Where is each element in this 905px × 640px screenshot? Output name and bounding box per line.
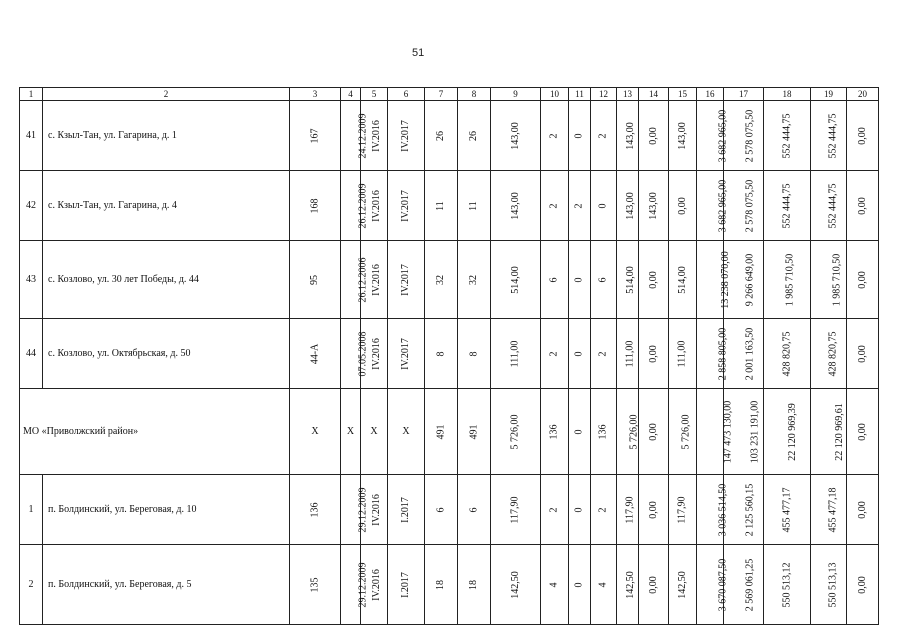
cell-col-11 bbox=[569, 241, 591, 319]
cell-value: 11 bbox=[434, 200, 446, 211]
cell-value: 491 bbox=[435, 424, 446, 439]
cell-col-19 bbox=[811, 171, 847, 241]
column-number-14: 14 bbox=[639, 88, 669, 101]
cell-value: 552 444,75 bbox=[781, 183, 792, 228]
cell-value: 0,00 bbox=[676, 196, 688, 215]
cell-col-6 bbox=[388, 241, 425, 319]
address-cell: с. Кзыл-Тан, ул. Гагарина, д. 4 bbox=[43, 171, 290, 241]
row-number: 43 bbox=[20, 241, 43, 319]
cell-value: 0,00 bbox=[856, 196, 868, 215]
cell-value: IV.2016 bbox=[370, 493, 382, 526]
cell-value: 0 bbox=[573, 351, 585, 356]
cell-value: 9 266 649,00 bbox=[744, 253, 756, 306]
cell-col-3 bbox=[290, 101, 341, 171]
cell-col-4 bbox=[341, 171, 369, 241]
cell-col-3 bbox=[290, 171, 341, 241]
cell-col-9 bbox=[491, 241, 541, 319]
cell-col-12 bbox=[591, 171, 617, 241]
cell-value: 143,00 bbox=[509, 191, 521, 220]
cell-col-7 bbox=[425, 475, 458, 545]
cell-col-11 bbox=[569, 475, 591, 545]
cell-value: IV.2016 bbox=[370, 189, 382, 222]
cell-col-16 bbox=[697, 241, 731, 319]
cell-value: IV.2017 bbox=[399, 189, 411, 222]
cell-value: 26 bbox=[468, 130, 479, 141]
column-number-4: 4 bbox=[341, 88, 361, 101]
cell-value: 1 985 710,50 bbox=[831, 253, 843, 306]
column-number-15: 15 bbox=[669, 88, 697, 101]
cell-value: 514,00 bbox=[624, 265, 636, 294]
cell-value: 2 bbox=[597, 507, 609, 512]
column-number-16: 16 bbox=[697, 88, 724, 101]
address-cell: с. Козлово, ул. Октябрьская, д. 50 bbox=[43, 319, 290, 389]
cell-value: 552 444,75 bbox=[827, 113, 839, 158]
cell-col-9 bbox=[491, 389, 541, 475]
cell-value: 18 bbox=[468, 579, 479, 590]
cell-value: I.2017 bbox=[400, 496, 411, 523]
cell-value: 2 858 805,00 bbox=[717, 327, 729, 380]
cell-col-3 bbox=[290, 545, 341, 625]
cell-value: 142,50 bbox=[509, 570, 521, 599]
cell-col-7 bbox=[425, 389, 458, 475]
cell-value: 22 120 969,39 bbox=[786, 402, 798, 461]
cell-value: 5 726,00 bbox=[509, 414, 521, 449]
cell-value: 22 120 969,61 bbox=[833, 402, 845, 461]
cell-value: 117,90 bbox=[676, 495, 688, 524]
cell-col-8 bbox=[458, 319, 491, 389]
cell-value: 117,90 bbox=[624, 495, 636, 524]
cell-value: 8 bbox=[468, 351, 479, 356]
column-number-5: 5 bbox=[361, 88, 388, 101]
cell-value: 6 bbox=[468, 507, 479, 512]
cell-col-16 bbox=[697, 319, 729, 389]
cell-col-16 bbox=[697, 545, 729, 625]
cell-value: 4 bbox=[597, 582, 609, 587]
cell-col-9 bbox=[491, 545, 541, 625]
cell-col-8 bbox=[458, 475, 491, 545]
cell-col-15 bbox=[669, 389, 697, 475]
cell-value: 2 bbox=[548, 203, 560, 208]
cell-value: 2 bbox=[548, 507, 560, 512]
column-number-19: 19 bbox=[811, 88, 847, 101]
cell-col-20 bbox=[847, 319, 879, 389]
cell-col-7 bbox=[425, 241, 458, 319]
cell-value: 552 444,75 bbox=[827, 183, 839, 228]
cell-value: 0,00 bbox=[647, 575, 659, 594]
cell-col-13 bbox=[617, 389, 639, 475]
cell-value: 514,00 bbox=[509, 265, 521, 294]
cell-col-20 bbox=[847, 171, 879, 241]
cell-col-6 bbox=[388, 319, 425, 389]
address-cell: с. Кзыл-Тан, ул. Гагарина, д. 1 bbox=[43, 101, 290, 171]
cell-col-3: Х bbox=[290, 389, 341, 475]
cell-col-20 bbox=[847, 475, 879, 545]
cell-col-6 bbox=[388, 101, 425, 171]
column-number-7: 7 bbox=[425, 88, 458, 101]
cell-value: 103 231 191,00 bbox=[749, 400, 761, 463]
cell-col-14 bbox=[639, 101, 669, 171]
cell-value: 136 bbox=[309, 502, 320, 517]
cell-col-4 bbox=[341, 475, 369, 545]
cell-col-7 bbox=[425, 545, 458, 625]
cell-value: 07.05.2008 bbox=[357, 331, 369, 376]
cell-value: 167 bbox=[309, 128, 320, 143]
cell-col-11 bbox=[569, 545, 591, 625]
cell-value: 455 477,17 bbox=[781, 487, 792, 532]
cell-col-11 bbox=[569, 319, 591, 389]
cell-value: 117,90 bbox=[509, 495, 521, 524]
cell-value: 0 bbox=[573, 582, 585, 587]
cell-col-10 bbox=[541, 389, 569, 475]
cell-value: 491 bbox=[468, 424, 479, 439]
cell-col-14 bbox=[639, 475, 669, 545]
cell-value: 136 bbox=[548, 424, 560, 439]
cell-value: IV.2016 bbox=[370, 568, 382, 601]
cell-col-20 bbox=[847, 101, 879, 171]
cell-value: 2 001 163,50 bbox=[744, 327, 756, 380]
cell-col-18 bbox=[764, 101, 811, 171]
cell-col-13 bbox=[617, 545, 639, 625]
subtotal-row bbox=[20, 389, 879, 475]
cell-value: 5 726,00 bbox=[680, 414, 692, 449]
cell-col-16 bbox=[697, 475, 729, 545]
cell-value: 29.12.2009 bbox=[357, 487, 369, 532]
cell-col-15 bbox=[669, 475, 697, 545]
column-number-11: 11 bbox=[569, 88, 591, 101]
column-number-13: 13 bbox=[617, 88, 639, 101]
column-number-17: 17 bbox=[724, 88, 764, 101]
cell-value: IV.2017 bbox=[399, 119, 411, 152]
cell-value: 136 bbox=[597, 424, 609, 439]
cell-col-9 bbox=[491, 475, 541, 545]
cell-col-7 bbox=[425, 319, 458, 389]
cell-col-4 bbox=[341, 545, 369, 625]
cell-value: 3 036 514,50 bbox=[717, 483, 729, 536]
cell-col-16 bbox=[697, 171, 729, 241]
cell-value: 32 bbox=[435, 274, 446, 285]
cell-col-6 bbox=[388, 475, 425, 545]
cell-value: 6 bbox=[435, 507, 446, 512]
cell-value: 0 bbox=[573, 133, 585, 138]
column-number-6: 6 bbox=[388, 88, 425, 101]
cell-value: IV.2017 bbox=[399, 263, 411, 296]
cell-col-8 bbox=[458, 545, 491, 625]
cell-col-16 bbox=[697, 389, 734, 475]
cell-value: 13 238 070,00 bbox=[719, 250, 731, 309]
cell-value: 552 444,75 bbox=[781, 113, 792, 158]
cell-value: 142,50 bbox=[676, 570, 688, 599]
cell-col-20 bbox=[847, 545, 879, 625]
cell-col-10 bbox=[541, 475, 569, 545]
cell-col-7 bbox=[425, 101, 458, 171]
cell-value: 29.12.2009 bbox=[357, 562, 369, 607]
row-number: 1 bbox=[20, 475, 43, 545]
cell-value: 6 bbox=[548, 277, 560, 282]
cell-col-14 bbox=[639, 171, 669, 241]
cell-col-15 bbox=[669, 241, 697, 319]
cell-col-17 bbox=[724, 545, 764, 625]
cell-value: 142,50 bbox=[624, 570, 636, 599]
column-number-10: 10 bbox=[541, 88, 569, 101]
cell-value: 2 125 560,15 bbox=[744, 483, 756, 536]
cell-value: IV.2017 bbox=[399, 337, 411, 370]
cell-value: 2 bbox=[573, 203, 585, 208]
cell-value: 0,00 bbox=[856, 575, 868, 594]
table-row bbox=[20, 101, 879, 171]
cell-col-4 bbox=[341, 319, 369, 389]
cell-col-12 bbox=[591, 545, 617, 625]
cell-value: 0,00 bbox=[647, 270, 659, 289]
cell-col-19 bbox=[811, 389, 847, 475]
cell-value: I.2017 bbox=[400, 571, 411, 598]
address-cell: п. Болдинский, ул. Береговая, д. 10 bbox=[43, 475, 290, 545]
row-number: 41 bbox=[20, 101, 43, 171]
cell-col-19 bbox=[811, 475, 847, 545]
column-number-18: 18 bbox=[764, 88, 811, 101]
cell-col-15 bbox=[669, 319, 697, 389]
cell-col-12 bbox=[591, 389, 617, 475]
cell-col-17 bbox=[724, 171, 764, 241]
cell-col-14 bbox=[639, 545, 669, 625]
page-number: 51 bbox=[412, 47, 425, 59]
cell-col-11 bbox=[569, 389, 591, 475]
column-number-3: 3 bbox=[290, 88, 341, 101]
cell-value: 0 bbox=[597, 203, 609, 208]
cell-value: 0,00 bbox=[647, 126, 659, 145]
cell-col-9 bbox=[491, 101, 541, 171]
cell-value: 0,00 bbox=[647, 344, 659, 363]
cell-value: 111,00 bbox=[624, 340, 636, 367]
cell-col-18 bbox=[764, 319, 811, 389]
cell-col-8 bbox=[458, 171, 491, 241]
cell-col-12 bbox=[591, 101, 617, 171]
table-row bbox=[20, 545, 879, 625]
row-number: 2 bbox=[20, 545, 43, 625]
cell-col-3 bbox=[290, 241, 341, 319]
cell-value: 26 bbox=[435, 130, 446, 141]
cell-col-20 bbox=[847, 241, 879, 319]
cell-col-4 bbox=[341, 241, 369, 319]
cell-value: IV.2016 bbox=[370, 263, 382, 296]
cell-col-13 bbox=[617, 319, 639, 389]
cell-value: 135 bbox=[309, 577, 320, 592]
cell-value: 11 bbox=[467, 200, 479, 211]
cell-col-10 bbox=[541, 101, 569, 171]
cell-value: 0 bbox=[573, 277, 585, 282]
cell-value: 0,00 bbox=[856, 344, 868, 363]
cell-value: 26.12.2006 bbox=[357, 257, 369, 302]
cell-col-15 bbox=[669, 545, 697, 625]
cell-col-18 bbox=[764, 171, 811, 241]
cell-value: 428 820,75 bbox=[827, 331, 839, 376]
cell-col-17 bbox=[724, 101, 764, 171]
cell-value: 143,00 bbox=[624, 121, 636, 150]
cell-col-14 bbox=[639, 319, 669, 389]
cell-value: 2 bbox=[597, 351, 609, 356]
cell-value: 0,00 bbox=[856, 270, 868, 289]
row-number: 42 bbox=[20, 171, 43, 241]
cell-value: 2 569 061,25 bbox=[744, 558, 756, 611]
cell-value: 8 bbox=[435, 351, 446, 356]
cell-col-9 bbox=[491, 171, 541, 241]
cell-value: 0,00 bbox=[647, 500, 659, 519]
cell-col-11 bbox=[569, 101, 591, 171]
cell-col-10 bbox=[541, 545, 569, 625]
cell-col-13 bbox=[617, 171, 639, 241]
cell-col-6 bbox=[388, 171, 425, 241]
cell-col-19 bbox=[811, 319, 847, 389]
cell-value: 18 bbox=[435, 579, 446, 590]
cell-col-6: Х bbox=[388, 389, 425, 475]
cell-col-13 bbox=[617, 101, 639, 171]
cell-col-19 bbox=[811, 241, 847, 319]
cell-col-13 bbox=[617, 475, 639, 545]
cell-col-15 bbox=[669, 101, 697, 171]
cell-value: 3 682 965,00 bbox=[717, 109, 729, 162]
cell-col-4: Х bbox=[341, 389, 361, 475]
table-row bbox=[20, 171, 879, 241]
cell-col-10 bbox=[541, 171, 569, 241]
table-row bbox=[20, 475, 879, 545]
cell-col-10 bbox=[541, 241, 569, 319]
cell-value: 26.12.2009 bbox=[357, 183, 369, 228]
cell-col-12 bbox=[591, 319, 617, 389]
cell-col-18 bbox=[764, 389, 811, 475]
column-number-1: 1 bbox=[20, 88, 43, 101]
column-number-8: 8 bbox=[458, 88, 491, 101]
cell-col-12 bbox=[591, 475, 617, 545]
cell-value: 95 bbox=[309, 274, 320, 285]
cell-value: 3 670 087,50 bbox=[717, 558, 729, 611]
address-cell: с. Козлово, ул. 30 лет Победы, д. 44 bbox=[43, 241, 290, 319]
column-number-9: 9 bbox=[491, 88, 541, 101]
cell-col-9 bbox=[491, 319, 541, 389]
cell-value: 5 726,00 bbox=[628, 414, 640, 449]
cell-col-13 bbox=[617, 241, 639, 319]
cell-value: 1 985 710,50 bbox=[784, 253, 796, 306]
cell-value: IV.2016 bbox=[370, 119, 382, 152]
cell-col-6 bbox=[388, 545, 425, 625]
cell-value: 0,00 bbox=[856, 126, 868, 145]
cell-col-12 bbox=[591, 241, 617, 319]
cell-col-17 bbox=[724, 319, 764, 389]
cell-col-8 bbox=[458, 101, 491, 171]
cell-value: 0 bbox=[573, 507, 585, 512]
cell-value: 147 473 130,00 bbox=[722, 400, 734, 463]
cell-value: IV.2016 bbox=[370, 337, 382, 370]
cell-value: 0,00 bbox=[856, 422, 868, 441]
cell-col-3 bbox=[290, 475, 341, 545]
cell-value: 2 bbox=[548, 133, 560, 138]
cell-value: 32 bbox=[468, 274, 479, 285]
cell-col-3 bbox=[290, 319, 341, 389]
cell-value: 2 578 075,50 bbox=[744, 109, 756, 162]
cell-col-19 bbox=[811, 545, 847, 625]
cell-value: 514,00 bbox=[676, 265, 688, 294]
cell-value: 3 682 965,00 bbox=[717, 179, 729, 232]
cell-col-18 bbox=[764, 545, 811, 625]
cell-col-10 bbox=[541, 319, 569, 389]
cell-col-18 bbox=[764, 475, 811, 545]
table-row bbox=[20, 241, 879, 319]
column-number-2: 2 bbox=[43, 88, 290, 101]
cell-col-14 bbox=[639, 241, 669, 319]
cell-value: 0 bbox=[573, 429, 585, 434]
cell-col-19 bbox=[811, 101, 847, 171]
row-number: 44 bbox=[20, 319, 43, 389]
cell-col-8 bbox=[458, 389, 491, 475]
cell-value: 143,00 bbox=[647, 191, 659, 220]
cell-value: 6 bbox=[597, 277, 609, 282]
address-cell: п. Болдинский, ул. Береговая, д. 5 bbox=[43, 545, 290, 625]
cell-value: 0,00 bbox=[647, 422, 659, 441]
cell-value: 2 bbox=[548, 351, 560, 356]
cell-col-4 bbox=[341, 101, 369, 171]
column-number-20: 20 bbox=[847, 88, 879, 101]
subtotal-name: МО «Приволжский район» bbox=[20, 389, 290, 475]
cell-col-18 bbox=[764, 241, 811, 319]
cell-value: 111,00 bbox=[676, 340, 688, 367]
cell-col-7 bbox=[425, 171, 458, 241]
cell-value: 2 bbox=[597, 133, 609, 138]
cell-value: 550 513,12 bbox=[781, 562, 792, 607]
cell-value: 428 820,75 bbox=[781, 331, 792, 376]
cell-value: 455 477,18 bbox=[827, 487, 839, 532]
table-body bbox=[20, 88, 879, 625]
cell-col-11 bbox=[569, 171, 591, 241]
cell-col-20 bbox=[847, 389, 879, 475]
cell-value: 0,00 bbox=[856, 500, 868, 519]
cell-col-8 bbox=[458, 241, 491, 319]
column-number-12: 12 bbox=[591, 88, 617, 101]
cell-value: 168 bbox=[309, 198, 320, 213]
cell-value: 143,00 bbox=[624, 191, 636, 220]
cell-value: 143,00 bbox=[509, 121, 521, 150]
table-row bbox=[20, 319, 879, 389]
cell-value: 4 bbox=[548, 582, 560, 587]
cell-value: 143,00 bbox=[676, 121, 688, 150]
cell-value: 111,00 bbox=[509, 340, 521, 367]
cell-value: 24.12.2009 bbox=[357, 113, 369, 158]
cell-value: 550 513,13 bbox=[827, 562, 839, 607]
cell-col-15 bbox=[669, 171, 697, 241]
header-row bbox=[20, 88, 879, 101]
housing-register-table bbox=[19, 87, 879, 625]
cell-col-14 bbox=[639, 389, 669, 475]
cell-col-5: Х bbox=[361, 389, 388, 475]
cell-value: 2 578 075,50 bbox=[744, 179, 756, 232]
cell-value: 44-А bbox=[309, 343, 320, 364]
cell-col-17 bbox=[724, 475, 764, 545]
cell-col-16 bbox=[697, 101, 729, 171]
